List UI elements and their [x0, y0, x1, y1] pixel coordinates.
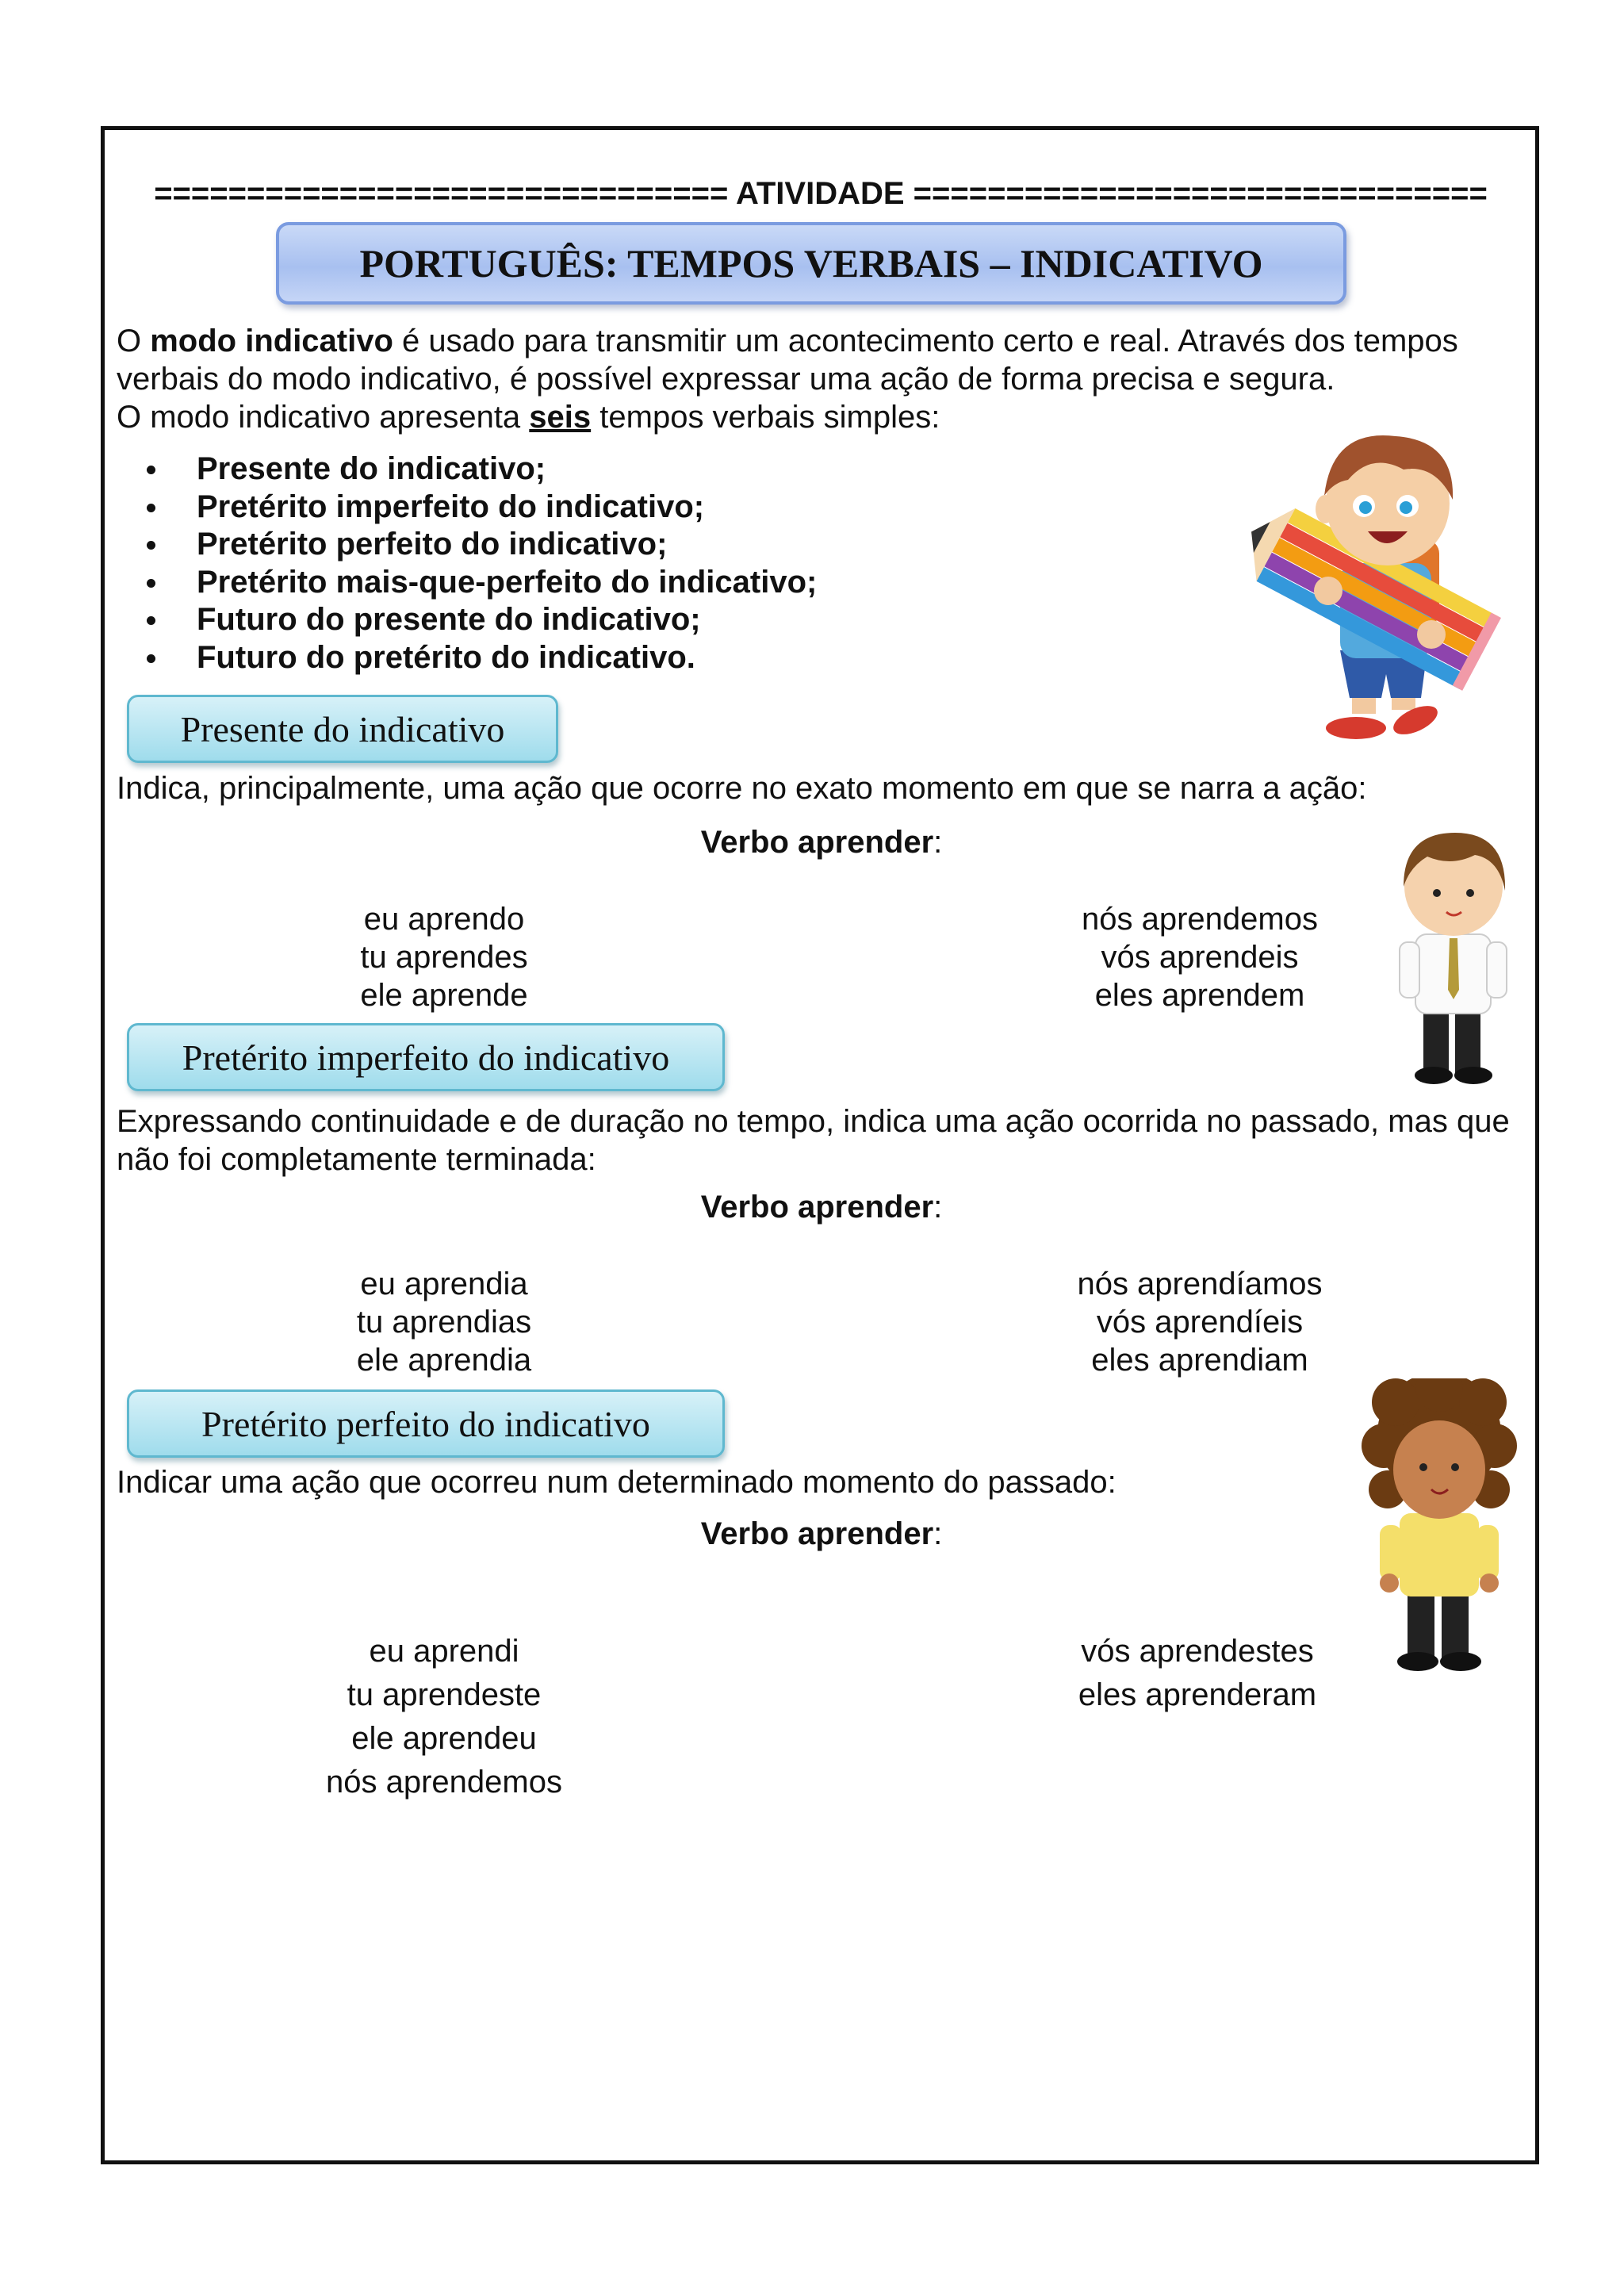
tense-label: Pretérito mais-que-perfeito do indicativo; [197, 564, 818, 600]
count-underlined: seis [529, 400, 592, 435]
conjugation-item: eles aprenderam [1078, 1677, 1317, 1712]
conjugation-singular [285, 1630, 603, 1804]
conjugation-item: eu aprendi [369, 1634, 519, 1669]
count-suffix: tempos verbais simples: [591, 400, 940, 435]
section-heading-imperfeito: Pretérito imperfeito do indicativo [127, 1023, 725, 1091]
tense-label: Presente do indicativo; [197, 451, 546, 486]
conjugation-item: nós aprendíamos [1077, 1267, 1323, 1301]
list-item [147, 564, 817, 602]
conjugation-item: nós aprendemos [1082, 902, 1318, 937]
bullet-icon [147, 654, 155, 663]
list-item [147, 489, 817, 527]
tense-label: Futuro do presente do indicativo; [197, 602, 701, 637]
intro-rest: é usado para transmitir um acontecimento certo e real. Através dos tempos verbais do modo indicativo, é possível expressar uma ação de forma precisa e segura. [117, 324, 1458, 397]
verb-label-text: Verbo aprender [700, 1190, 934, 1225]
intro-bold-term: modo indicativo [150, 324, 393, 358]
conjugation-item: vós aprendestes [1081, 1634, 1314, 1669]
list-item [147, 601, 817, 639]
verb-label-colon: : [933, 1516, 943, 1551]
verb-label-colon: : [933, 825, 943, 860]
conjugation-item: eu aprendo [363, 902, 525, 937]
boy-with-pencils-illustration [1245, 420, 1515, 746]
conjugation-item: vós aprendeis [1101, 940, 1299, 975]
bullet-icon [147, 616, 155, 625]
list-item [147, 450, 817, 489]
section-heading-presente: Presente do indicativo [127, 695, 558, 763]
intro-paragraph [117, 322, 1512, 398]
verb-label-text: Verbo aprender [700, 1516, 934, 1551]
conjugation-item: eu aprendia [360, 1267, 528, 1301]
tense-list [147, 450, 817, 677]
boy-student-curly-hair-illustration [1348, 1378, 1530, 1680]
verb-label-colon: : [933, 1190, 943, 1225]
list-item [147, 639, 817, 677]
boy-student-tie-illustration [1380, 823, 1530, 1085]
tense-label: Futuro do pretérito do indicativo. [197, 639, 695, 675]
conjugation-item: tu aprendias [356, 1305, 532, 1340]
verb-label [584, 1190, 1059, 1225]
conjugation-item: eles aprendiam [1091, 1343, 1308, 1378]
section-description: Expressando continuidade e de duração no tempo, indica uma ação ocorrida no passado, mas que não foi completamente terminada: [117, 1104, 1510, 1177]
conjugation-singular [285, 1265, 603, 1379]
conjugation-item: ele aprendeu [351, 1721, 537, 1756]
section-description: Indicar uma ação que ocorreu num determinado momento do passado: [117, 1465, 1116, 1500]
conjugation-plural [1039, 1630, 1356, 1717]
section-heading-perfeito: Pretérito perfeito do indicativo [127, 1389, 725, 1458]
conjugation-item: ele aprende [360, 978, 528, 1013]
conjugation-item: nós aprendemos [326, 1765, 562, 1800]
activity-header-line: =============================== ATIVIDADE =============================== [154, 176, 1488, 211]
verb-label [584, 1516, 1059, 1552]
page-title: PORTUGUÊS: TEMPOS VERBAIS – INDICATIVO [276, 222, 1346, 305]
conjugation-singular [285, 900, 603, 1014]
bullet-icon [147, 466, 155, 474]
section-description: Indica, principalmente, uma ação que ocorre no exato momento em que se narra a ação: [117, 771, 1367, 806]
count-prefix: O modo indicativo apresenta [117, 400, 530, 435]
bullet-icon [147, 541, 155, 550]
conjugation-plural [1041, 900, 1358, 1014]
bullet-icon [147, 579, 155, 588]
bullet-icon [147, 504, 155, 512]
conjugation-item: tu aprendeste [347, 1677, 542, 1712]
verb-label-text: Verbo aprender [700, 825, 934, 860]
intro-prefix: O [117, 324, 151, 358]
list-item [147, 526, 817, 564]
conjugation-item: eles aprendem [1094, 978, 1305, 1013]
tense-label: Pretérito imperfeito do indicativo; [197, 489, 705, 524]
verb-label [584, 825, 1059, 861]
tense-label: Pretérito perfeito do indicativo; [197, 527, 668, 562]
conjugation-item: tu aprendes [360, 940, 528, 975]
conjugation-plural [1041, 1265, 1358, 1379]
conjugation-item: vós aprendíeis [1096, 1305, 1304, 1340]
conjugation-item: ele aprendia [356, 1343, 532, 1378]
